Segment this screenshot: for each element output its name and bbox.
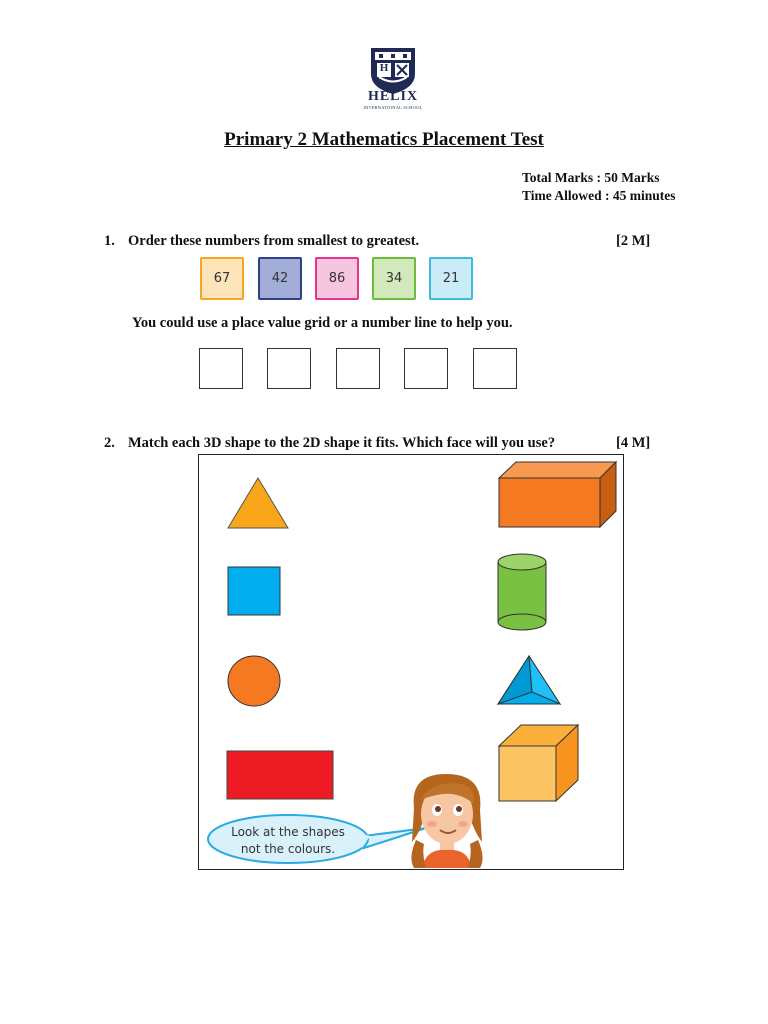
cylinder-shape-3d[interactable] xyxy=(496,552,548,632)
question-2-text: Match each 3D shape to the 2D shape it fits. Which face will you use? xyxy=(128,435,556,451)
logo-monogram: H xyxy=(379,62,389,74)
page-title: Primary 2 Mathematics Placement Test xyxy=(224,129,544,150)
answer-box[interactable] xyxy=(267,348,311,389)
school-name: HELIX xyxy=(367,89,419,104)
number-card: 21 xyxy=(429,257,473,300)
question-1-number: 1. xyxy=(104,233,115,249)
answer-box[interactable] xyxy=(473,348,517,389)
question-2-marks: [4 M] xyxy=(616,435,651,451)
speech-bubble-text xyxy=(212,824,364,858)
number-card: 34 xyxy=(372,257,416,300)
circle-shape-2d[interactable] xyxy=(226,654,282,708)
question-1-hint: You could use a place value grid or a number line to help you. xyxy=(132,315,513,331)
school-subtitle: INTERNATIONAL SCHOOL xyxy=(363,105,423,110)
question-1-marks: [2 M] xyxy=(616,233,651,249)
question-2-number: 2. xyxy=(104,435,115,451)
number-card: 42 xyxy=(258,257,302,300)
answer-box[interactable] xyxy=(199,348,243,389)
rectangle-shape-2d[interactable] xyxy=(226,750,336,802)
cuboid-shape-3d[interactable] xyxy=(496,460,620,530)
time-allowed: Time Allowed : 45 minutes xyxy=(522,188,676,203)
square-shape-2d[interactable] xyxy=(227,566,281,616)
girl-illustration xyxy=(402,770,492,870)
triangular-pyramid-shape-3d[interactable] xyxy=(496,654,562,708)
number-card: 86 xyxy=(315,257,359,300)
speech-line-1: Look at the shapes xyxy=(231,825,345,839)
total-marks: Total Marks : 50 Marks xyxy=(522,170,660,185)
triangle-shape-2d[interactable] xyxy=(226,476,290,530)
question-1-text: Order these numbers from smallest to greatest. xyxy=(128,233,420,249)
cube-shape-3d[interactable] xyxy=(496,722,582,804)
number-card: 67 xyxy=(200,257,244,300)
answer-box[interactable] xyxy=(404,348,448,389)
answer-box[interactable] xyxy=(336,348,380,389)
speech-line-2: not the colours. xyxy=(240,842,336,856)
